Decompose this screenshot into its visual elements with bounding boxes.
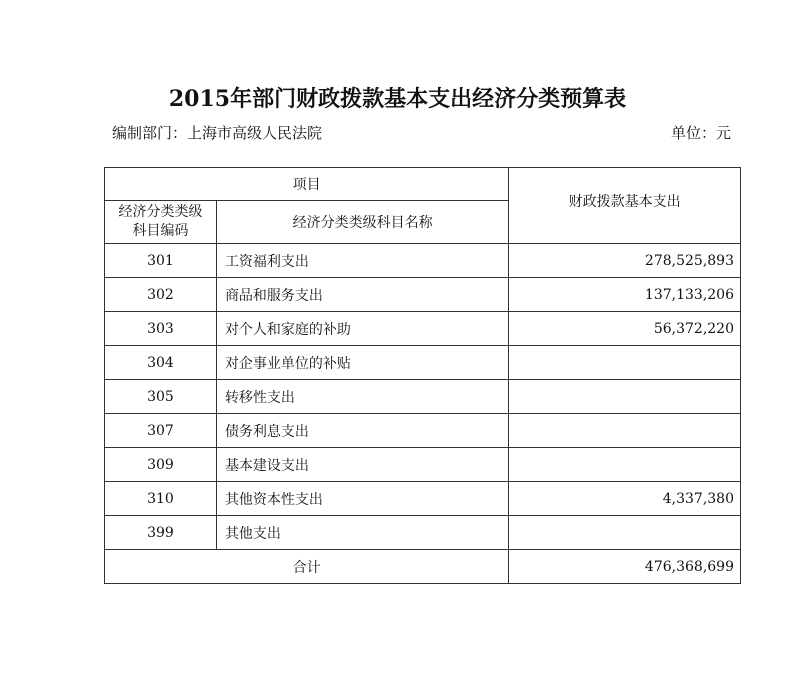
table-row <box>105 448 741 482</box>
row-code: 307 <box>105 414 217 448</box>
row-amount <box>509 380 741 414</box>
header-code <box>105 201 217 244</box>
table-row <box>105 414 741 448</box>
row-amount: 56,372,220 <box>509 312 741 346</box>
row-code: 303 <box>105 312 217 346</box>
row-amount <box>509 346 741 380</box>
row-name: 债务利息支出 <box>216 414 508 448</box>
table-row <box>105 312 741 346</box>
row-amount <box>509 516 741 550</box>
table-row <box>105 346 741 380</box>
table-row <box>105 278 741 312</box>
row-code: 309 <box>105 448 217 482</box>
department-label: 编制部门：上海市高级人民法院 <box>112 124 323 142</box>
row-code: 302 <box>105 278 217 312</box>
row-name: 转移性支出 <box>216 380 508 414</box>
total-amount: 476,368,699 <box>509 550 741 584</box>
table-row <box>105 244 741 278</box>
header-amount: 财政拨款基本支出 <box>509 168 741 244</box>
row-name: 其他资本性支出 <box>216 482 508 516</box>
row-code: 304 <box>105 346 217 380</box>
row-name: 对企事业单位的补贴 <box>216 346 508 380</box>
row-amount <box>509 448 741 482</box>
table-row <box>105 516 741 550</box>
row-code: 305 <box>105 380 217 414</box>
budget-table <box>104 167 741 584</box>
row-amount: 278,525,893 <box>509 244 741 278</box>
row-amount: 4,337,380 <box>509 482 741 516</box>
row-name: 工资福利支出 <box>216 244 508 278</box>
table-row <box>105 482 741 516</box>
row-amount <box>509 414 741 448</box>
table-row <box>105 380 741 414</box>
row-name: 其他支出 <box>216 516 508 550</box>
total-label: 合计 <box>105 550 509 584</box>
row-name: 商品和服务支出 <box>216 278 508 312</box>
row-code: 310 <box>105 482 217 516</box>
header-item: 项目 <box>105 168 509 201</box>
row-amount: 137,133,206 <box>509 278 741 312</box>
row-code: 301 <box>105 244 217 278</box>
row-name: 基本建设支出 <box>216 448 508 482</box>
row-code: 399 <box>105 516 217 550</box>
row-name: 对个人和家庭的补助 <box>216 312 508 346</box>
total-row <box>105 550 741 584</box>
page-title: 2015年部门财政拨款基本支出经济分类预算表 <box>168 86 627 112</box>
header-name: 经济分类类级科目名称 <box>216 201 508 244</box>
header-code-text: 经济分类类级科目编码 <box>118 204 203 239</box>
unit-label: 单位：元 <box>670 124 731 142</box>
